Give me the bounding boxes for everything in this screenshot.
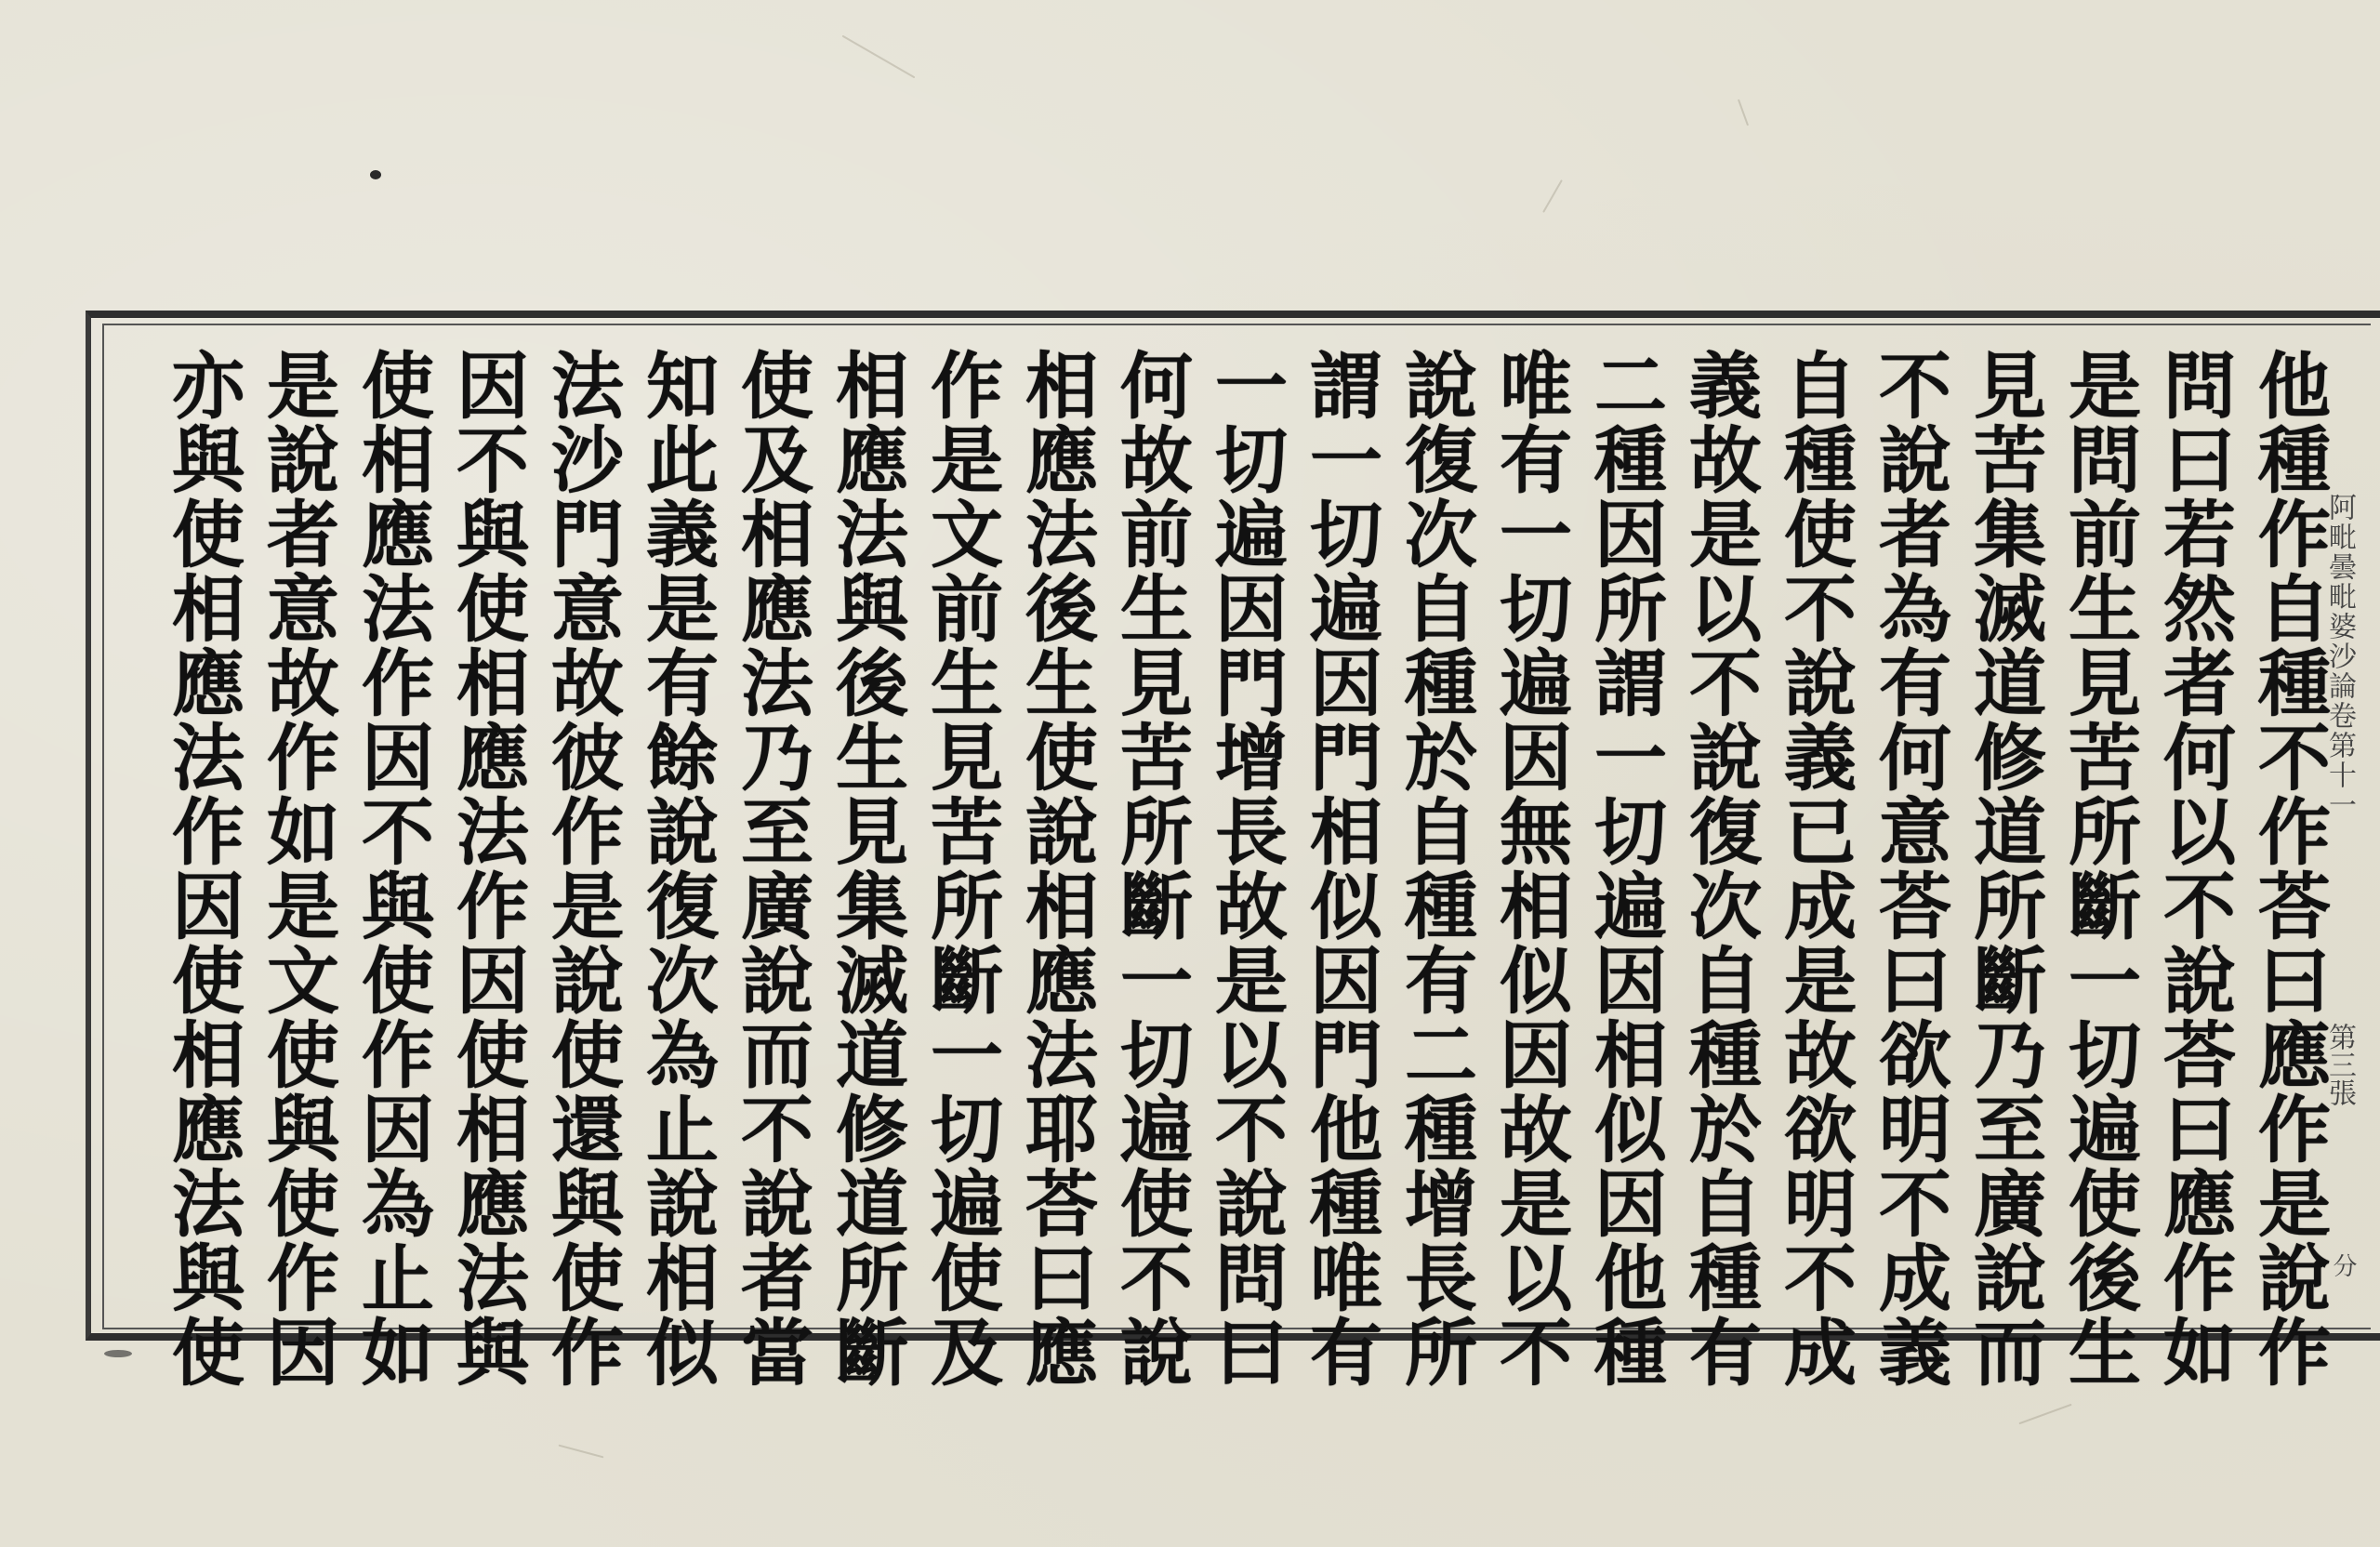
margin-page-number: 第三張: [2323, 1023, 2356, 1106]
text-column: 二種因所謂一切遍因相似因他種: [1582, 348, 1667, 1389]
text-column: 作是文前生見苦所斷一切遍使及: [919, 348, 1003, 1389]
text-column: 見苦集滅道修道所斷乃至廣說而: [1962, 348, 2046, 1389]
text-column: 謂一切遍因門相似因門他種唯有: [1298, 348, 1382, 1389]
text-column: 問曰若然者何以不說荅曰應作如: [2151, 348, 2236, 1389]
text-column: 義故是以不說復次自種於自種有: [1677, 348, 1762, 1389]
text-column: 相應法後生使說相應法耶荅曰應: [1013, 348, 1098, 1389]
text-column: 是問前生見苦所斷一切遍使後生: [2056, 348, 2141, 1389]
text-column: 唯有一切遍因無相似因故是以不: [1488, 348, 1572, 1389]
margin-volume-title: 阿毗曇毗婆沙論卷第十一: [2323, 493, 2356, 820]
text-column: 使相應法作因不與使作因為止如: [350, 348, 434, 1389]
text-column: 何故前生見苦所斷一切遍使不說: [1108, 348, 1193, 1389]
text-column: 因不與使相應法作因使相應法與: [444, 348, 529, 1389]
ink-spot: [104, 1350, 132, 1357]
ink-spot: [370, 170, 381, 179]
text-column: 一切遍因門增長故是以不說問曰: [1203, 348, 1288, 1389]
text-column: 他種作自種不作荅曰應作是說作: [2246, 348, 2331, 1389]
margin-mark: 分: [2329, 1253, 2357, 1277]
text-column: 是說者意故作如是文使與使作因: [255, 348, 339, 1389]
text-column: 相應法與後生見集滅道修道所斷: [824, 348, 908, 1389]
woodblock-text: [158, 348, 2331, 1389]
text-column: 不說者為有何意荅曰欲明不成義: [1867, 348, 1951, 1389]
text-column: 法沙門意故彼作是說使還與使作: [539, 348, 624, 1389]
text-column: 知此義是有餘說復次為止說相似: [634, 348, 719, 1389]
text-column: 自種使不說義已成是故欲明不成: [1772, 348, 1857, 1389]
text-column: 亦與使相應法作因使相應法與使: [160, 348, 245, 1389]
text-column: 說復次自種於自種有二種增長所: [1393, 348, 1477, 1389]
text-column: 使及相應法乃至廣說而不說者當: [729, 348, 813, 1389]
